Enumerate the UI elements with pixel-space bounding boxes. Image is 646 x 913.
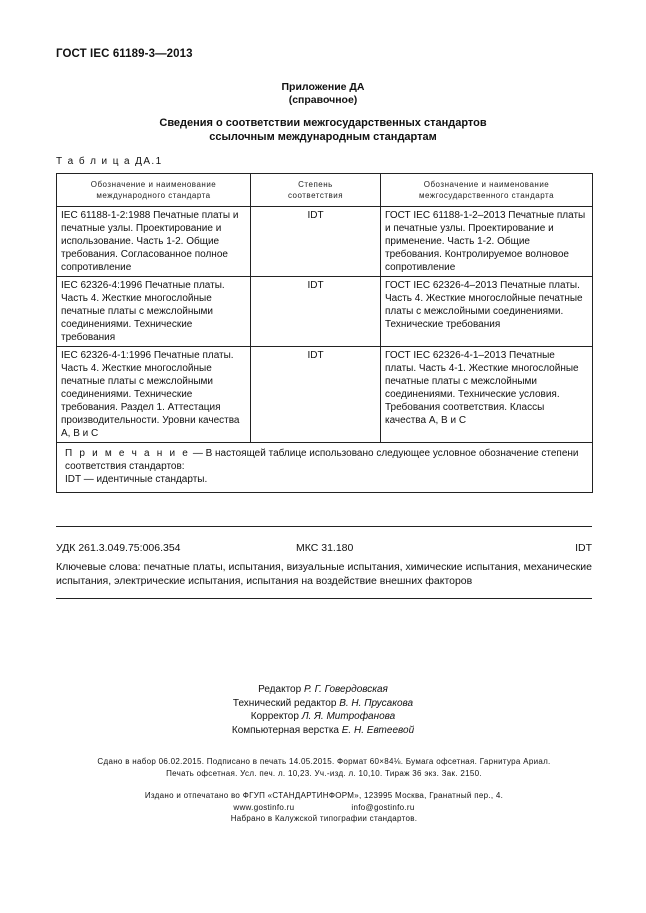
international-standard: IEC 61188-1-2:1988 Печатные платы и печатные узлы. Проектирование и использование. Часть 1-2. Общие требования. Согласованное полное сопротивление	[57, 207, 251, 277]
table-note-row	[57, 443, 593, 493]
credits-block	[0, 683, 646, 737]
keywords: Ключевые слова: печатные платы, испытания, визуальные испытания, химические испытания, механические испытания, электрические испытания, испытания на воздействие внешних факторов	[56, 561, 592, 587]
publisher-website: www.gostinfo.ru	[233, 802, 295, 812]
imprint-line-1: Сдано в набор 06.02.2015. Подписано в печать 14.05.2015. Формат 60×84⅛. Бумага офсетная. Гарнитура Ариал.	[97, 757, 551, 766]
credit-layout: Компьютерная верстка Е. Н. Евтеевой	[231, 724, 415, 736]
credit-tech-editor: Технический редактор В. Н. Прусакова	[232, 697, 414, 709]
publisher-contacts	[56, 802, 592, 814]
print-imprint	[56, 756, 592, 780]
table-header-row	[57, 174, 593, 207]
appendix-subtitle: (справочное)	[288, 94, 358, 106]
interstate-standard: ГОСТ IEC 62326-4-1–2013 Печатные платы. Часть 4-1. Жесткие многослойные печатные платы с межслойными соединениями. Технические условия. Требования соответствия. Классы качества А, В и С	[381, 347, 593, 443]
table-caption: Т а б л и ц а ДА.1	[56, 156, 163, 167]
international-standard: IEC 62326-4-1:1996 Печатные платы. Часть 4. Жесткие многослойные печатные платы с межслойными соединениями. Технические требования. Раздел 1. Аттестация производительности. Уровни качества А, В и С	[57, 347, 251, 443]
credit-editor: Редактор Р. Г. Говердовская	[258, 684, 388, 695]
header-degree: Степень соответствия	[251, 174, 381, 207]
table-row	[57, 277, 593, 347]
header-international: Обозначение и наименование международного стандарта	[57, 174, 251, 207]
correspondence-table	[56, 173, 593, 493]
header-interstate: Обозначение и наименование межгосударственного стандарта	[381, 174, 593, 207]
udk-code: УДК 261.3.049.75:006.354	[56, 542, 181, 554]
publisher-block	[56, 790, 592, 825]
divider	[56, 598, 592, 599]
interstate-standard: ГОСТ IEC 61188-1-2–2013 Печатные платы и печатные узлы. Проектирование и применение. Часть 1-2. Общие требования. Контролируемое волновое сопротивление	[381, 207, 593, 277]
correspondence-code: IDT	[575, 542, 592, 554]
standard-id: ГОСТ IEC 61189-3—2013	[56, 48, 193, 60]
degree-of-correspondence: IDT	[251, 277, 381, 347]
heading-line-2: ссылочным международным стандартам	[209, 131, 437, 143]
publisher-email: info@gostinfo.ru	[351, 802, 415, 812]
note-text: — В настоящей таблице использовано следующее условное обозначение степени соответствия стандартов:	[65, 448, 579, 472]
appendix-title: Приложение ДА	[281, 81, 365, 93]
heading-line-1: Сведения о соответствии межгосударственных стандартов	[159, 117, 487, 129]
table-note	[57, 443, 593, 493]
imprint-line-2: Печать офсетная. Усл. печ. л. 10,23. Уч.-изд. л. 10,10. Тираж 36 экз. Зак. 2150.	[166, 769, 482, 778]
credit-proofreader: Корректор Л. Я. Митрофанова	[250, 711, 396, 722]
interstate-standard: ГОСТ IEC 62326-4–2013 Печатные платы. Часть 4. Жесткие многослойные печатные платы с межслойными соединениями. Технические требования	[381, 277, 593, 347]
degree-of-correspondence: IDT	[251, 207, 381, 277]
publisher-line-3: Набрано в Калужской типографии стандартов.	[230, 814, 418, 823]
note-idt: IDT — идентичные стандарты.	[65, 474, 208, 485]
mks-code: МКС 31.180	[296, 542, 354, 554]
table-row	[57, 347, 593, 443]
table-row	[57, 207, 593, 277]
note-label: П р и м е ч а н и е	[65, 448, 191, 459]
appendix-heading	[0, 116, 646, 144]
divider	[56, 526, 592, 527]
international-standard: IEC 62326-4:1996 Печатные платы. Часть 4. Жесткие многослойные печатные платы с межслойными соединениями. Технические требования	[57, 277, 251, 347]
degree-of-correspondence: IDT	[251, 347, 381, 443]
publisher-line-1: Издано и отпечатано во ФГУП «СТАНДАРТИНФОРМ», 123995 Москва, Гранатный пер., 4.	[144, 791, 504, 800]
